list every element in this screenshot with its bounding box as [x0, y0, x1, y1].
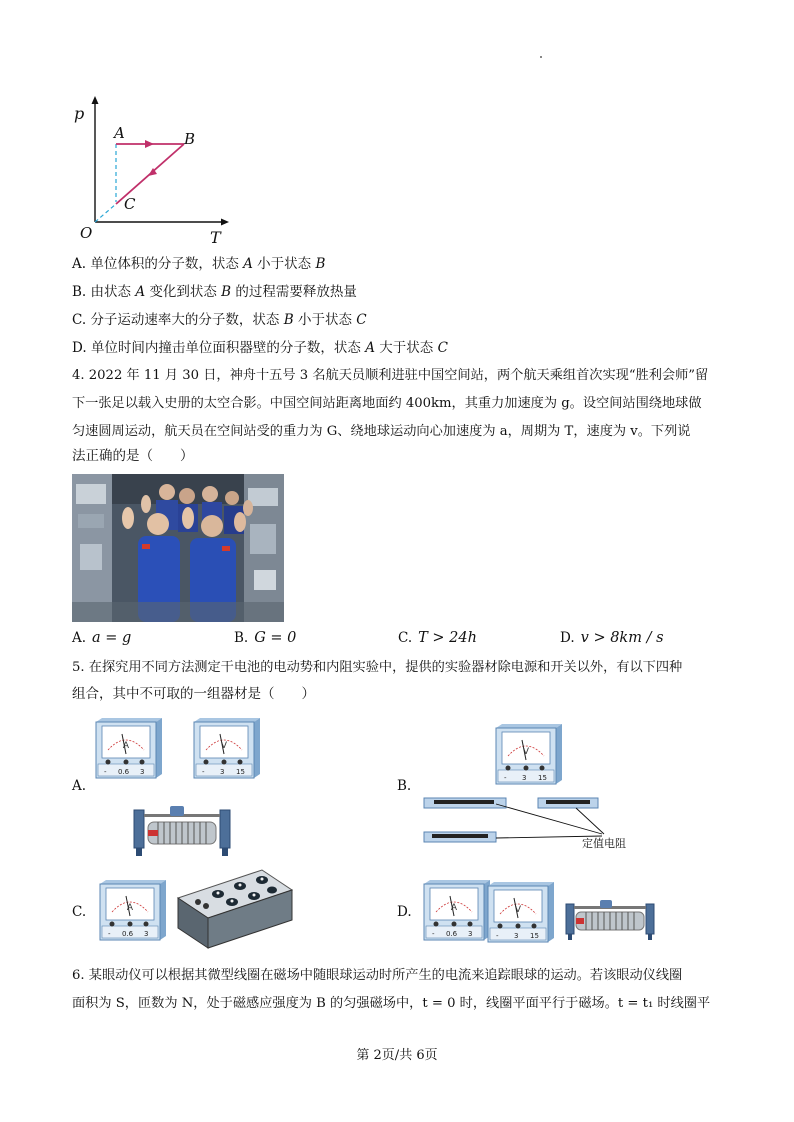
pt-graph — [72, 92, 242, 250]
ammeter-d-range-1: 0.6 — [446, 930, 458, 938]
ammeter-letter-d: A — [450, 903, 458, 913]
q4-stem-line-4: 法正确的是（ ） — [72, 448, 194, 464]
voltmeter-a-range-2: 15 — [236, 768, 245, 776]
voltmeter-letter-b: V — [522, 747, 530, 757]
voltmeter-a-minus: - — [202, 768, 205, 776]
q5-label-b: B. — [397, 778, 412, 794]
voltmeter-d-minus: - — [496, 932, 499, 940]
q4-option-c: C. T > 24h — [398, 630, 477, 646]
scan-dot — [540, 56, 542, 58]
voltmeter-b-range-1: 3 — [522, 774, 527, 782]
ammeter-c-range-2: 3 — [144, 930, 149, 938]
q3-option-c: C. 分子运动速率大的分子数，状态 B 小于状态 C — [72, 312, 367, 328]
graph-label-b: B — [184, 130, 196, 148]
ammeter-letter-a: A — [122, 741, 130, 751]
voltmeter-letter-d: V — [514, 905, 522, 915]
ammeter-c-range-1: 0.6 — [122, 930, 134, 938]
graph-label-t: T — [210, 228, 221, 247]
astronauts-photo — [72, 474, 284, 622]
ammeter-letter-c: A — [126, 903, 134, 913]
q6-stem-line-2: 面积为 S，匝数为 N，处于磁感应强度为 B 的匀强磁场中，t = 0 时，线圈平面平行于磁场。t = t₁ 时线圈平 — [72, 996, 711, 1011]
ammeter-c-minus: - — [108, 930, 111, 938]
voltmeter-b-minus: - — [504, 774, 507, 782]
q3-option-b: B. 由状态 A 变化到状态 B 的过程需要释放热量 — [72, 284, 357, 300]
fixed-resistor-caption: 定值电阻 — [582, 837, 626, 850]
graph-label-o: O — [80, 224, 93, 242]
q5-label-d: D. — [397, 904, 412, 920]
q3-option-d: D. 单位时间内撞击单位面积器壁的分子数，状态 A 大于状态 C — [72, 340, 448, 356]
option-d-voltmeter — [484, 880, 556, 944]
voltmeter-letter-a: V — [220, 741, 228, 751]
option-b-voltmeter — [492, 722, 564, 786]
ammeter-d-range-2: 3 — [468, 930, 473, 938]
q4-option-a: A. a = g — [72, 630, 132, 646]
q4-stem-line-1: 4. 2022 年 11 月 30 日，神舟十五号 3 名航天员顺利进驻中国空间站，两个航天乘组首次实现“胜利会师”留 — [72, 368, 709, 383]
dashed-origin-c — [95, 204, 116, 222]
option-c-ammeter — [96, 878, 168, 942]
option-d-ammeter — [420, 878, 492, 942]
ammeter-d-minus: - — [432, 930, 435, 938]
q4-stem-line-2: 下一张足以载入史册的太空合影。中国空间站距离地面约 400km，其重力加速度为 g。设空间站围绕地球做 — [72, 396, 702, 411]
graph-label-p: p — [74, 104, 85, 123]
option-d-rheostat — [564, 898, 656, 942]
option-a-voltmeter — [190, 716, 262, 780]
graph-label-c: C — [124, 195, 136, 213]
p-axis-arrow — [92, 96, 99, 104]
option-a-rheostat — [130, 800, 234, 858]
q5-stem-line-1: 5. 在探究用不同方法测定干电池的电动势和内阻实验中，提供的实验器材除电源和开关以外，有以下四种 — [72, 660, 683, 675]
option-b-fixed-resistors — [416, 790, 676, 852]
q6-stem-line-1: 6. 某眼动仪可以根据其微型线圈在磁场中随眼球运动时所产生的电流来追踪眼球的运动。若该眼动仪线圈 — [72, 968, 683, 983]
option-c-resistance-box — [176, 868, 294, 950]
voltmeter-d-range-1: 3 — [514, 932, 519, 940]
graph-label-a: A — [114, 124, 125, 142]
voltmeter-d-range-2: 15 — [530, 932, 539, 940]
q5-label-c: C. — [72, 904, 87, 920]
q3-option-a: A. 单位体积的分子数，状态 A 小于状态 B — [72, 256, 326, 272]
q4-option-b: B. G = 0 — [234, 630, 297, 646]
q5-stem-line-2: 组合，其中不可取的一组器材是（ ） — [72, 686, 315, 702]
q4-option-d: D. v > 8km / s — [560, 630, 664, 646]
voltmeter-b-range-2: 15 — [538, 774, 547, 782]
ammeter-a-range-2: 3 — [140, 768, 145, 776]
option-a-ammeter — [92, 716, 164, 780]
ammeter-a-range-1: 0.6 — [118, 768, 130, 776]
arrow-a-b — [145, 140, 154, 148]
ammeter-a-minus: - — [104, 768, 107, 776]
page-footer: 第 2页/共 6页 — [356, 1048, 438, 1063]
voltmeter-a-range-1: 3 — [220, 768, 225, 776]
q4-stem-line-3: 匀速圆周运动，航天员在空间站受的重力为 G、绕地球运动向心加速度为 a，周期为 T，速度为 v。下列说 — [72, 424, 691, 439]
t-axis-arrow — [221, 219, 229, 226]
q5-label-a: A. — [72, 778, 87, 794]
